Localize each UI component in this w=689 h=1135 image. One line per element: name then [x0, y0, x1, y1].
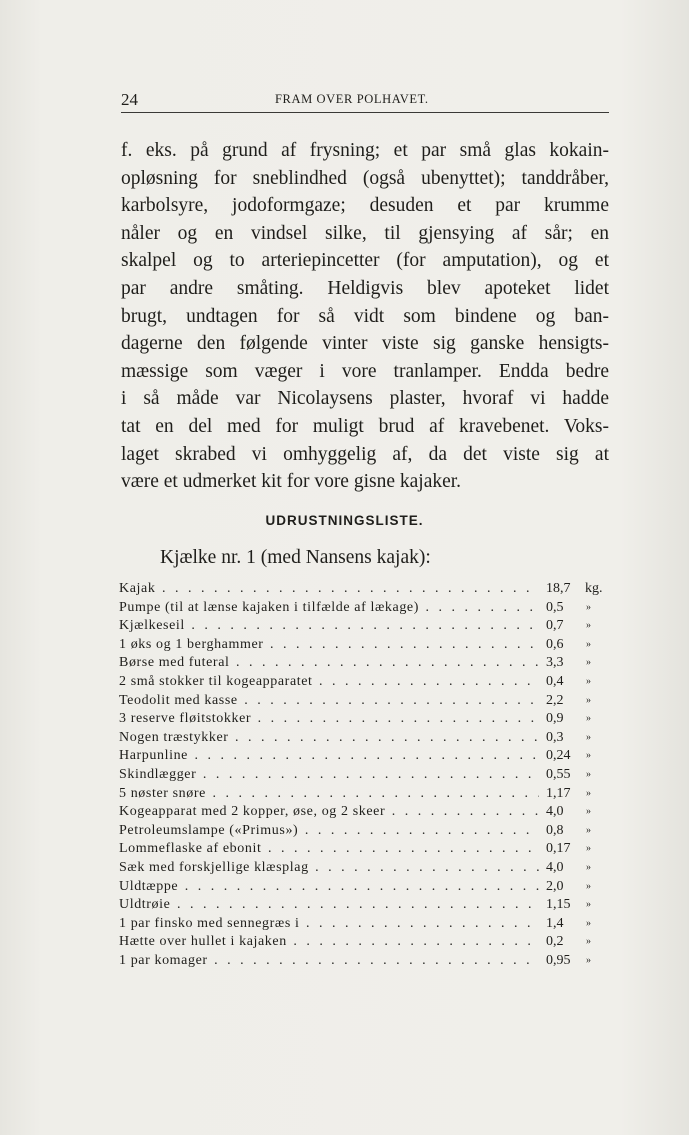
item-weight: 0,17 — [546, 841, 571, 857]
list-item — [119, 654, 599, 673]
running-title: FRAM OVER POLHAVET. — [275, 92, 429, 106]
item-name: Lommeflaske af ebonit . . . — [119, 840, 539, 859]
text-line: f. eks. på grund af frysning; et par små glas kokain- — [121, 140, 609, 161]
item-weight: 0,55 — [546, 766, 571, 782]
item-name: Pumpe (til at lænse kajaken i tilfælde af lækage) . . . — [119, 599, 539, 618]
list-item — [119, 915, 599, 934]
list-item — [119, 729, 599, 748]
list-item — [119, 859, 599, 878]
item-unit: » — [586, 675, 591, 687]
text-line: i så måde var Nicolaysens plaster, hvoraf vi hadde — [121, 388, 609, 410]
item-name: 5 nøster snøre . . . — [119, 785, 539, 804]
item-unit: kg. — [585, 581, 603, 596]
item-unit: » — [586, 638, 591, 650]
item-name: Kogeapparat med 2 kopper, øse, og 2 skeer . . . — [119, 803, 539, 822]
item-unit: » — [586, 843, 591, 855]
item-weight: 0,3 — [546, 729, 564, 745]
text-line: tat en del med for muligt brud af kravebenet. Voks- — [121, 415, 609, 437]
list-item — [119, 580, 603, 599]
item-unit: » — [586, 936, 591, 948]
item-weight: 4,0 — [546, 859, 564, 875]
item-name: Skindlægger . . . — [119, 766, 539, 785]
list-item — [119, 822, 599, 841]
item-unit: » — [586, 750, 591, 762]
item-weight: 2,2 — [546, 692, 564, 708]
item-weight: 0,2 — [546, 934, 564, 950]
list-item — [119, 673, 599, 692]
item-weight: 1,4 — [546, 915, 564, 931]
item-name: Harpunline . . . — [119, 747, 539, 766]
item-name: Børse med futeral . . . — [119, 654, 539, 673]
list-item — [119, 785, 599, 804]
item-name: Uldtrøie . . . — [119, 896, 539, 915]
list-item — [119, 896, 599, 915]
item-weight: 0,5 — [546, 599, 564, 615]
text-line: være et udmerket kit for vore gisne kajaker. — [121, 471, 462, 493]
item-name: 1 par finsko med sennegræs i . . . — [119, 915, 539, 934]
item-weight: 2,0 — [546, 878, 564, 894]
item-name: 1 par komager . . . — [119, 952, 539, 971]
item-unit: » — [586, 620, 591, 632]
item-unit: » — [586, 806, 591, 818]
item-unit: » — [586, 954, 591, 966]
page-number: 24 — [121, 90, 138, 109]
item-weight: 0,8 — [546, 822, 564, 838]
text-line: par andre småting. Heldigvis blev apoteket lidet — [121, 277, 609, 299]
item-name: Petroleumslampe («Primus») . . . — [119, 822, 539, 841]
text-line: brugt, undtagen for så vidt som bindene og ban- — [121, 305, 609, 327]
text-line: mæssige som væger i vore tranlamper. Endda bedre — [121, 360, 609, 382]
item-unit: » — [586, 768, 591, 780]
item-unit: » — [586, 824, 591, 836]
item-weight: 18,7 — [546, 581, 571, 596]
list-title: Kjælke nr. 1 (med Nansens kajak): — [160, 547, 431, 568]
item-name: Teodolit med kasse . . . — [119, 692, 539, 711]
list-item — [119, 933, 599, 952]
text-line: dagerne den følgende vinter viste sig ganske hensigts- — [121, 333, 609, 355]
list-item — [119, 840, 599, 859]
item-unit: » — [586, 601, 591, 613]
item-weight: 0,9 — [546, 711, 564, 727]
list-item — [119, 710, 599, 729]
text-line: karbolsyre, jodoformgaze; desuden et par krumme — [121, 195, 609, 217]
item-unit: » — [586, 731, 591, 743]
text-line: laget skrabed vi omhyggelig af, da det viste sig at — [121, 443, 609, 465]
item-name: Kjælkeseil . . . — [119, 617, 539, 636]
list-item — [119, 803, 599, 822]
list-item — [119, 952, 599, 971]
item-unit: » — [586, 694, 591, 706]
text-line: nåler og en vindsel silke, til gjensying af sår; en — [121, 222, 609, 244]
page-header — [121, 88, 609, 113]
text-line: skalpel og to arteriepincetter (for amputation), og et — [121, 250, 609, 272]
item-name: Kajak . . . — [119, 580, 539, 599]
item-unit: » — [586, 657, 591, 669]
item-name: Hætte over hullet i kajaken . . . — [119, 933, 539, 952]
equipment-list — [119, 580, 603, 970]
item-unit: » — [586, 899, 591, 911]
list-item — [119, 692, 599, 711]
item-unit: » — [586, 713, 591, 725]
item-weight: 4,0 — [546, 804, 564, 820]
list-item — [119, 747, 599, 766]
item-weight: 0,6 — [546, 636, 564, 652]
text-line: opløsning for sneblindhed (også ubenyttet); tanddråber, — [121, 167, 609, 189]
item-weight: 0,24 — [546, 748, 571, 764]
item-weight: 0,95 — [546, 952, 571, 968]
list-item — [119, 599, 599, 618]
item-unit: » — [586, 861, 591, 873]
item-name: 2 små stokker til kogeapparatet . . . — [119, 673, 539, 692]
section-heading: UDRUSTNINGSLISTE. — [265, 513, 424, 528]
item-unit: » — [586, 880, 591, 892]
item-weight: 3,3 — [546, 655, 564, 671]
body-paragraph — [121, 137, 609, 496]
item-name: Uldtæppe . . . — [119, 878, 539, 897]
item-name: Sæk med forskjellige klæsplag . . . — [119, 859, 539, 878]
item-weight: 0,4 — [546, 673, 564, 689]
list-item — [119, 617, 599, 636]
item-name: 3 reserve fløitstokker . . . — [119, 710, 539, 729]
item-weight: 1,15 — [546, 897, 571, 913]
list-item — [119, 766, 599, 785]
item-weight: 1,17 — [546, 785, 571, 801]
list-item — [119, 636, 599, 655]
item-weight: 0,7 — [546, 618, 564, 634]
item-name: Nogen træstykker . . . — [119, 729, 539, 748]
item-unit: » — [586, 917, 591, 929]
item-name: 1 øks og 1 berghammer . . . — [119, 636, 539, 655]
list-item — [119, 878, 599, 897]
item-unit: » — [586, 787, 591, 799]
